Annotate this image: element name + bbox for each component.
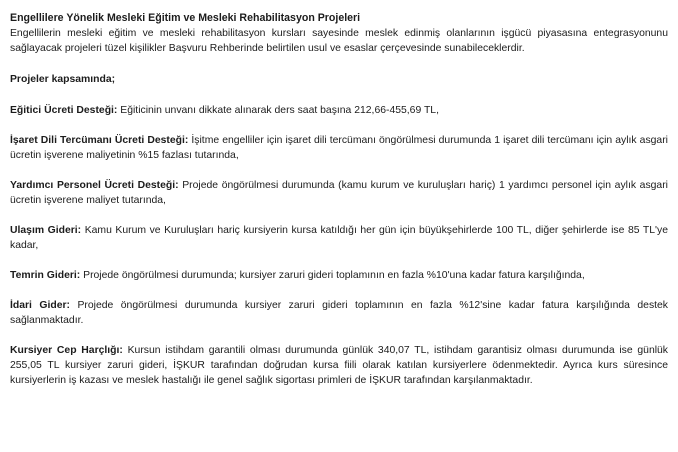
support-item-trainer-fee — [10, 103, 668, 118]
item-text: Kamu Kurum ve Kuruluşları hariç kursiyerin kursa katıldığı her gün için büyükşehirlerde 100 TL, diğer şehirlerde ise 85 TL'ye kadar, — [10, 225, 668, 251]
item-label: Kursiyer Cep Harçlığı: — [10, 345, 123, 356]
support-item-pocket-money — [10, 343, 668, 388]
item-label: İşaret Dili Tercümanı Ücreti Desteği: — [10, 135, 189, 146]
item-text: Projede öngörülmesi durumunda kursiyer zaruri gideri toplamının en fazla %12'sine kadar fatura karşılığında destek sağlanmaktadır. — [10, 300, 669, 326]
intro-paragraph: Engellilerin mesleki eğitim ve mesleki rehabilitasyon kursları sayesinde meslek edinmiş olanlarının işgücü piyasasına entegrasyonunu sağlayacak projeleri tüzel kişilikler Başvuru Rehberinde belirtilen usul ve esaslar çerçevesinde sunabileceklerdir. — [10, 28, 668, 54]
support-item-material-expense — [10, 268, 668, 283]
item-label: Ulaşım Gideri: — [10, 225, 82, 236]
document-title: Engellilere Yönelik Mesleki Eğitim ve Mesleki Rehabilitasyon Projeleri — [10, 12, 361, 24]
item-label: İdari Gider: — [10, 300, 71, 311]
item-text: Kursun istihdam garantili olması durumunda günlük 340,07 TL, istihdam garantisiz olması durumunda ise günlük 255,05 TL kursiyer zaruri gideri, İŞKUR tarafından doğrudan kursa fiili olarak katılan kursiyerlere ödenmektedir. Ayrıca kurs süresince kursiyerlerin iş kazası ve meslek hastalığı ile genel sağlık sigortası primleri de İŞKUR tarafından karşılanmaktadır. — [10, 345, 669, 386]
item-text: Eğiticinin unvanı dikkate alınarak ders saat başına 212,66-455,69 TL, — [117, 105, 439, 116]
item-label: Eğitici Ücreti Desteği: — [10, 105, 118, 116]
item-label: Temrin Gideri: — [10, 270, 81, 281]
section-heading: Projeler kapsamında; — [10, 74, 116, 85]
item-text: Projede öngörülmesi durumunda (kamu kurum ve kuruluşları hariç) 1 yardımcı personel için aylık asgari ücretin işverene maliyet tutarında, — [10, 180, 668, 206]
item-text: Projede öngörülmesi durumunda; kursiyer zaruri gideri toplamının en fazla %10'una kadar fatura karşılığında, — [80, 270, 585, 281]
item-label: Yardımcı Personel Ücreti Desteği: — [10, 180, 179, 191]
support-item-sign-language-fee — [10, 133, 668, 163]
support-item-assistant-staff-fee — [10, 178, 668, 208]
support-item-admin-expense — [10, 298, 668, 328]
support-item-transport-expense — [10, 223, 668, 253]
item-text: İşitme engelliler için işaret dili tercümanı öngörülmesi durumunda 1 işaret dili tercümanı için aylık asgari ücretin işverene maliyetinin %15 fazlası tutarında, — [10, 135, 668, 161]
